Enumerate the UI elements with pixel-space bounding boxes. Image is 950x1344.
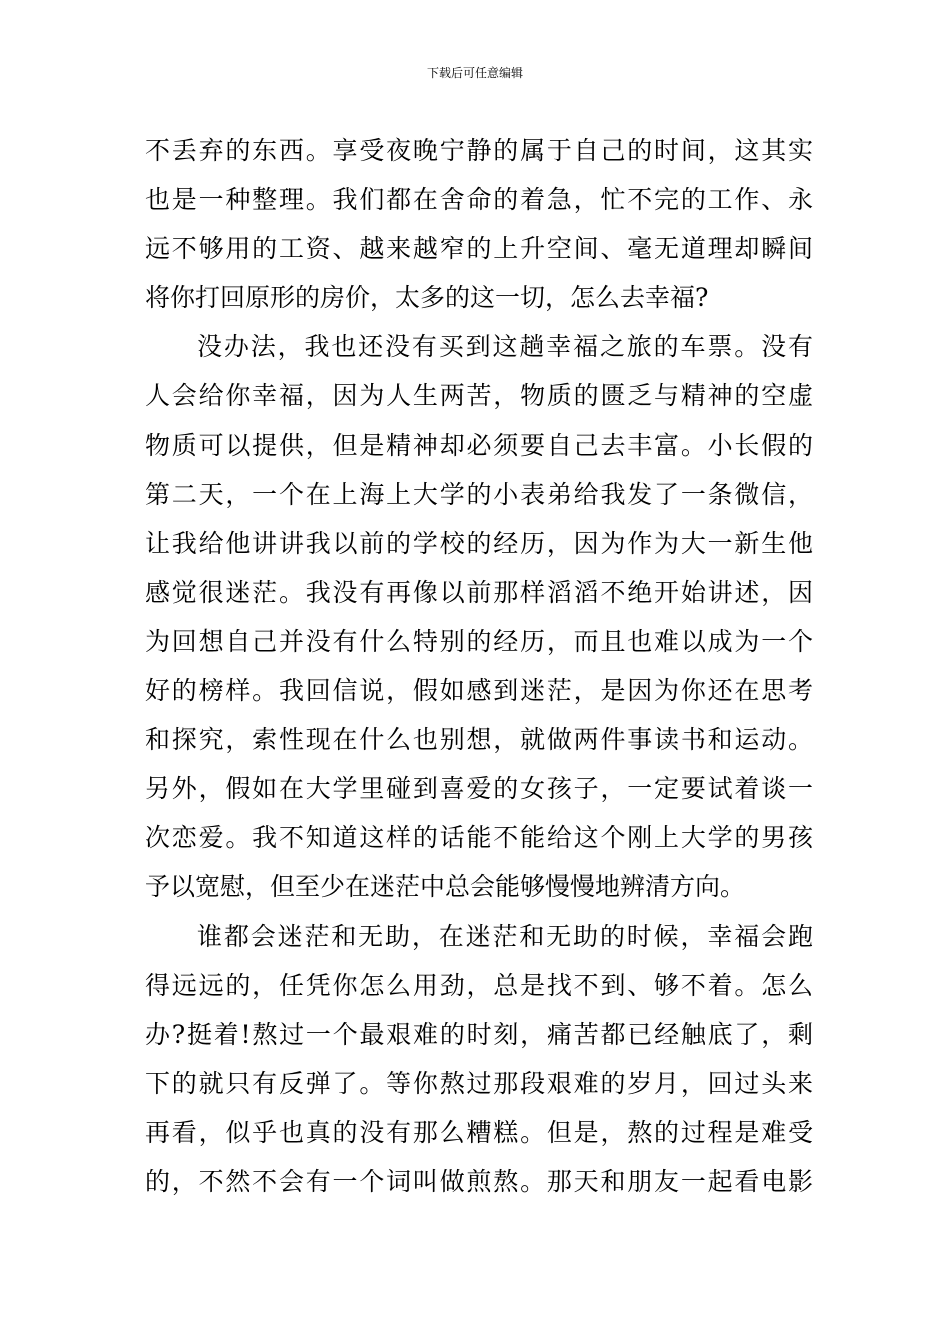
- text-line: 也是一种整理。我们都在舍命的着急，忙不完的工作、永: [145, 185, 813, 215]
- text-line: 物质可以提供，但是精神却必须要自己去丰富。小长假的: [145, 430, 813, 460]
- text-line: 得远远的，任凭你怎么用劲，总是找不到、够不着。怎么: [145, 970, 813, 1000]
- text-line: 将你打回原形的房价，太多的这一切，怎么去幸福?: [145, 283, 709, 313]
- text-line: 下的就只有反弹了。等你熬过那段艰难的岁月，回过头来: [145, 1068, 813, 1098]
- text-line: 谁都会迷茫和无助，在迷茫和无助的时候，幸福会跑: [197, 921, 813, 951]
- text-line: 办?挺着!熬过一个最艰难的时刻，痛苦都已经触底了，剩: [145, 1019, 813, 1049]
- text-line: 好的榜样。我回信说，假如感到迷茫，是因为你还在思考: [145, 676, 813, 706]
- text-line: 的，不然不会有一个词叫做煎熬。那天和朋友一起看电影: [145, 1166, 813, 1196]
- text-line: 人会给你幸福，因为人生两苦，物质的匮乏与精神的空虚: [145, 381, 813, 411]
- text-line: 没办法，我也还没有买到这趟幸福之旅的车票。没有: [197, 332, 813, 362]
- body-text: [145, 126, 813, 1206]
- text-line: 次恋爱。我不知道这样的话能不能给这个刚上大学的男孩: [145, 823, 813, 853]
- text-line: 和探究，索性现在什么也别想，就做两件事读书和运动。: [145, 725, 813, 755]
- text-line: 第二天，一个在上海上大学的小表弟给我发了一条微信，: [145, 479, 813, 509]
- text-line: 另外，假如在大学里碰到喜爱的女孩子，一定要试着谈一: [145, 774, 813, 804]
- text-line: 为回想自己并没有什么特别的经历，而且也难以成为一个: [145, 626, 813, 656]
- text-line: 不丢弃的东西。享受夜晚宁静的属于自己的时间，这其实: [145, 136, 813, 165]
- text-line: 再看，似乎也真的没有那么糟糕。但是，熬的过程是难受: [145, 1117, 813, 1147]
- text-line: 予以宽慰，但至少在迷茫中总会能够慢慢地辨清方向。: [145, 872, 746, 902]
- text-line: 感觉很迷茫。我没有再像以前那样滔滔不绝开始讲述，因: [145, 577, 813, 607]
- text-line: 远不够用的工资、越来越窄的上升空间、毫无道理却瞬间: [145, 234, 813, 264]
- page-header: 下载后可任意编辑: [426, 66, 523, 80]
- text-line: 让我给他讲讲我以前的学校的经历，因为作为大一新生他: [145, 528, 813, 558]
